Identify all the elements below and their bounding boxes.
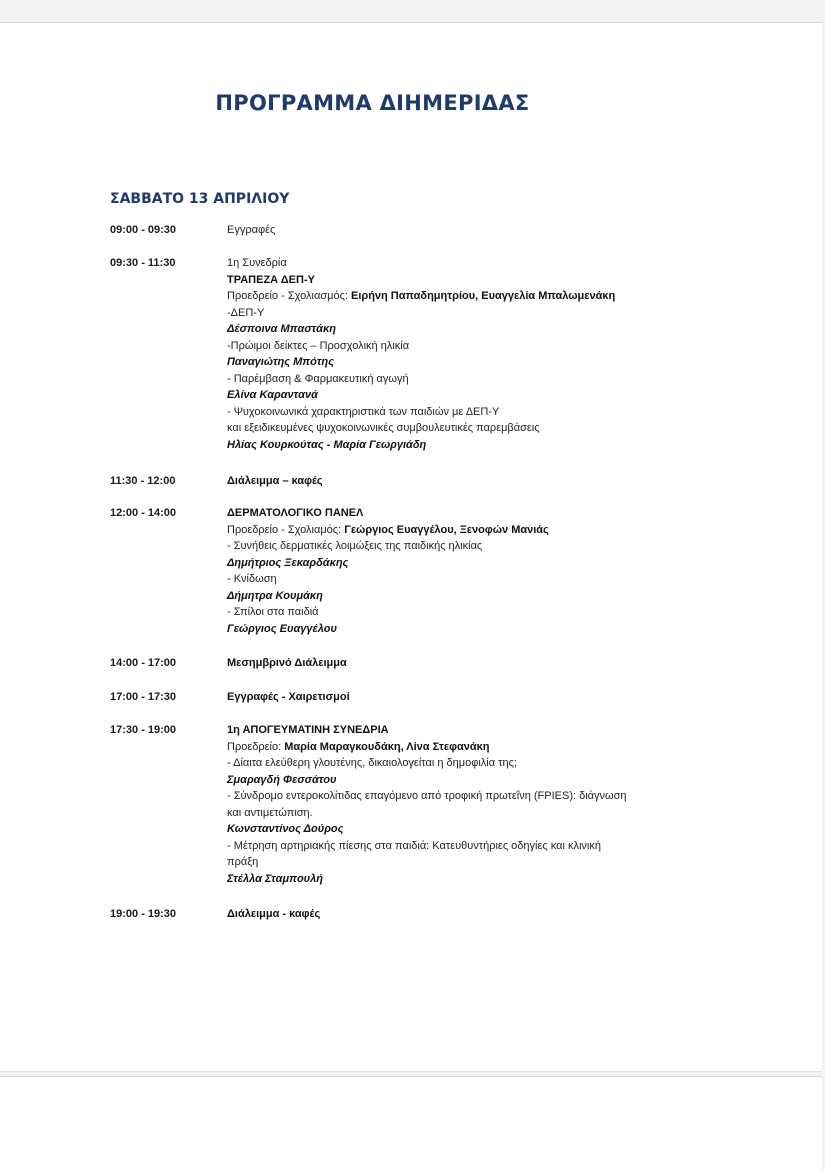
session-details (227, 505, 702, 637)
text: - Σύνδρομο εντεροκολίτιδας επαγόμενο από τροφική πρωτεΐνη (FPIES): διάγνωση (227, 790, 627, 802)
time-slot: 09:00 - 09:30 (110, 224, 177, 236)
session-line (227, 805, 702, 822)
session-line (227, 571, 702, 588)
bold-text: Ειρήνη Παπαδημητρίου, Ευαγγελία Μπαλωμενάκη (351, 290, 616, 302)
bold-text: Διάλειμμα – καφές (227, 475, 323, 487)
session-line (227, 371, 702, 388)
session-line (227, 387, 702, 404)
session-line (227, 604, 702, 621)
session-line (227, 437, 702, 454)
bold-text: ΔΕΡΜΑΤΟΛΟΓΙΚΟ ΠΑΝΕΛ (227, 507, 364, 519)
session-line (227, 838, 702, 855)
session-line (227, 722, 702, 739)
session-line (227, 522, 702, 539)
session-line (227, 288, 702, 305)
time-slot: 11:30 - 12:00 (110, 475, 176, 487)
bold-text: Μαρία Μαραγκουδάκη, Λίνα Στεφανάκη (284, 740, 490, 753)
speaker-name: Ελίνα Καραντανά (227, 389, 318, 401)
time-slot: 14:00 - 17:00 (110, 657, 177, 669)
session-line (227, 305, 702, 322)
session-line (227, 854, 702, 871)
speaker-name: Κωνσταντίνος Δούρος (227, 823, 344, 835)
text: - Παρέμβαση & Φαρμακευτική αγωγή (227, 372, 409, 385)
session-details (227, 222, 702, 239)
session-details (227, 689, 702, 706)
session-line (227, 538, 702, 555)
time-slot: 12:00 - 14:00 (110, 507, 177, 519)
text: - Σπίλοι στα παιδιά (227, 606, 319, 618)
session-line (227, 871, 702, 888)
session-line (227, 906, 702, 923)
time-slot: 17:00 - 17:30 (110, 691, 177, 703)
document-page (0, 22, 822, 1072)
day-heading: ΣΑΒΒΑΤΟ 13 ΑΠΡΙΛΙΟΥ (110, 191, 290, 207)
session-line (227, 621, 702, 638)
speaker-name: Παναγιώτης Μπότης (227, 356, 334, 368)
session-line (227, 473, 702, 490)
text: Εγγραφές (227, 224, 276, 236)
bold-text: Διάλειμμα - καφές (227, 908, 321, 920)
bold-text: ΤΡΑΠΕΖΑ ΔΕΠ-Υ (227, 273, 315, 286)
session-details (227, 255, 702, 453)
text: Προεδρείο - Σχολιαμός: (227, 523, 345, 536)
speaker-name: Δήμητρα Κουμάκη (227, 589, 323, 602)
session-line (227, 555, 702, 572)
session-details (227, 473, 702, 490)
session-line (227, 655, 702, 672)
time-slot: 09:30 - 11:30 (110, 257, 176, 269)
session-details (227, 906, 702, 923)
text: πράξη (227, 856, 259, 868)
speaker-name: Δημήτριος Ξεκαρδάκης (227, 556, 349, 569)
text: και εξειδικευμένες ψυχοκοινωνικές συμβουλευτικές παρεμβάσεις (227, 422, 540, 434)
session-line (227, 755, 702, 772)
bold-text: 1η ΑΠΟΓΕΥΜΑΤΙΝΗ ΣΥΝΕΔΡΙΑ (227, 724, 389, 736)
text: Προεδρείο - Σχολιασμός: (227, 290, 351, 302)
session-line (227, 772, 702, 789)
bold-text: Εγγραφές - Χαιρετισμοί (227, 691, 350, 703)
text: και αντιμετώπιση. (227, 806, 313, 819)
text: Προεδρείο: (227, 740, 285, 753)
text: -Πρώιμοι δείκτες – Προσχολική ηλικία (227, 339, 410, 352)
session-line (227, 321, 702, 338)
speaker-name: Σμαραγδή Φεσσάτου (227, 773, 337, 786)
text: 1η Συνεδρία (227, 257, 287, 269)
speaker-name: Γεώργιος Ευαγγέλου (227, 622, 337, 635)
session-line (227, 420, 702, 437)
text: - Κνίδωση (227, 573, 277, 585)
speaker-name: Ηλίας Κουρκούτας - Μαρία Γεωργιάδη (227, 438, 427, 451)
session-line (227, 505, 702, 522)
session-line (227, 788, 702, 805)
session-line (227, 404, 702, 421)
next-page (0, 1076, 822, 1170)
session-line (227, 338, 702, 355)
text: - Συνήθεις δερματικές λοιμώξεις της παιδικής ηλικίας (227, 540, 483, 552)
session-line (227, 255, 702, 272)
text: - Μέτρηση αρτηριακής πίεσης στα παιδιά: Κατευθυντήριες οδηγίες και κλινική (227, 839, 601, 852)
speaker-name: Στέλλα Σταμπουλή (227, 872, 324, 885)
page-title: ΠΡΟΓΡΑΜΜΑ ΔΙΗΜΕΡΙΔΑΣ (215, 91, 530, 115)
session-details (227, 655, 702, 672)
bold-text: Μεσημβρινό Διάλειμμα (227, 657, 347, 669)
text: - Δίαιτα ελεύθερη γλουτένης, δικαιολογείται η δημοφιλία της; (227, 757, 517, 769)
session-line (227, 588, 702, 605)
session-details (227, 722, 702, 887)
session-line (227, 739, 702, 756)
session-line (227, 272, 702, 289)
text: -ΔΕΠ-Υ (227, 306, 265, 319)
time-slot: 19:00 - 19:30 (110, 908, 177, 920)
time-slot: 17:30 - 19:00 (110, 724, 177, 736)
session-line (227, 821, 702, 838)
session-line (227, 689, 702, 706)
bold-text: Γεώργιος Ευαγγέλου, Ξενοφών Μανιάς (344, 523, 549, 536)
session-line (227, 354, 702, 371)
text: - Ψυχοκοινωνικά χαρακτηριστικά των παιδιών με ΔΕΠ-Υ (227, 405, 500, 418)
session-line (227, 222, 702, 239)
speaker-name: Δέσποινα Μπαστάκη (227, 323, 336, 335)
